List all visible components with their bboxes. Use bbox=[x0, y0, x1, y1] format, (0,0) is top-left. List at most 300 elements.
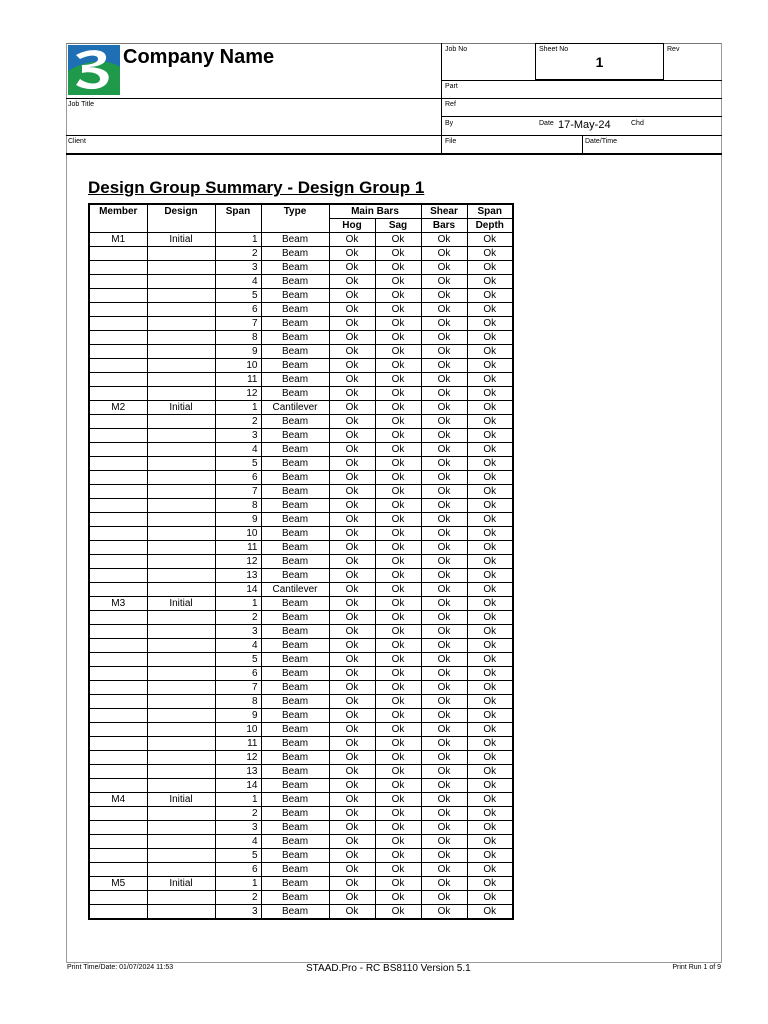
cell-hog: Ok bbox=[329, 555, 375, 569]
cell-member bbox=[89, 905, 147, 920]
cell-sag: Ok bbox=[375, 387, 421, 401]
cell-hog: Ok bbox=[329, 779, 375, 793]
cell-type: Beam bbox=[261, 569, 329, 583]
print-run: Print Run 1 of 9 bbox=[672, 964, 721, 971]
cell-sag: Ok bbox=[375, 345, 421, 359]
cell-hog: Ok bbox=[329, 541, 375, 555]
cell-type: Beam bbox=[261, 429, 329, 443]
cell-sag: Ok bbox=[375, 807, 421, 821]
cell-sag: Ok bbox=[375, 569, 421, 583]
cell-depth: Ok bbox=[467, 723, 513, 737]
cell-depth: Ok bbox=[467, 261, 513, 275]
cell-design bbox=[147, 359, 215, 373]
cell-design bbox=[147, 625, 215, 639]
cell-type: Beam bbox=[261, 541, 329, 555]
cell-type: Beam bbox=[261, 681, 329, 695]
job-no-label: Job No bbox=[445, 46, 468, 53]
cell-span: 6 bbox=[215, 863, 261, 877]
table-row bbox=[89, 457, 513, 471]
cell-shear: Ok bbox=[421, 583, 467, 597]
cell-hog: Ok bbox=[329, 303, 375, 317]
cell-design bbox=[147, 709, 215, 723]
cell-sag: Ok bbox=[375, 527, 421, 541]
cell-hog: Ok bbox=[329, 415, 375, 429]
cell-span: 3 bbox=[215, 821, 261, 835]
cell-member bbox=[89, 331, 147, 345]
cell-type: Beam bbox=[261, 611, 329, 625]
cell-shear: Ok bbox=[421, 681, 467, 695]
cell-type: Beam bbox=[261, 737, 329, 751]
cell-sag: Ok bbox=[375, 275, 421, 289]
cell-member bbox=[89, 275, 147, 289]
cell-type: Beam bbox=[261, 247, 329, 261]
cell-hog: Ok bbox=[329, 317, 375, 331]
cell-depth: Ok bbox=[467, 751, 513, 765]
cell-shear: Ok bbox=[421, 401, 467, 415]
table-row bbox=[89, 303, 513, 317]
cell-member bbox=[89, 541, 147, 555]
cell-sag: Ok bbox=[375, 513, 421, 527]
cell-type: Beam bbox=[261, 345, 329, 359]
cell-hog: Ok bbox=[329, 737, 375, 751]
cell-sag: Ok bbox=[375, 401, 421, 415]
cell-span: 12 bbox=[215, 751, 261, 765]
cell-design bbox=[147, 835, 215, 849]
cell-hog: Ok bbox=[329, 247, 375, 261]
cell-span: 6 bbox=[215, 667, 261, 681]
cell-span: 8 bbox=[215, 695, 261, 709]
cell-span: 7 bbox=[215, 681, 261, 695]
table-row bbox=[89, 891, 513, 905]
cell-shear: Ok bbox=[421, 611, 467, 625]
cell-type: Beam bbox=[261, 359, 329, 373]
cell-shear: Ok bbox=[421, 359, 467, 373]
cell-sag: Ok bbox=[375, 233, 421, 247]
cell-member bbox=[89, 303, 147, 317]
cell-type: Beam bbox=[261, 443, 329, 457]
cell-member bbox=[89, 359, 147, 373]
cell-span: 5 bbox=[215, 653, 261, 667]
cell-hog: Ok bbox=[329, 723, 375, 737]
cell-member bbox=[89, 681, 147, 695]
date-value: 17-May-24 bbox=[558, 119, 611, 131]
table-row bbox=[89, 345, 513, 359]
cell-member bbox=[89, 709, 147, 723]
cell-hog: Ok bbox=[329, 345, 375, 359]
cell-design bbox=[147, 695, 215, 709]
cell-design bbox=[147, 849, 215, 863]
date-label: Date bbox=[539, 120, 554, 127]
table-row bbox=[89, 709, 513, 723]
table-row bbox=[89, 625, 513, 639]
cell-depth: Ok bbox=[467, 555, 513, 569]
cell-sag: Ok bbox=[375, 695, 421, 709]
cell-hog: Ok bbox=[329, 667, 375, 681]
cell-shear: Ok bbox=[421, 863, 467, 877]
cell-hog: Ok bbox=[329, 583, 375, 597]
cell-span: 2 bbox=[215, 415, 261, 429]
cell-sag: Ok bbox=[375, 359, 421, 373]
cell-member bbox=[89, 471, 147, 485]
cell-depth: Ok bbox=[467, 611, 513, 625]
table-row bbox=[89, 779, 513, 793]
table-row bbox=[89, 387, 513, 401]
cell-sag: Ok bbox=[375, 555, 421, 569]
cell-hog: Ok bbox=[329, 793, 375, 807]
table-row bbox=[89, 415, 513, 429]
cell-shear: Ok bbox=[421, 289, 467, 303]
cell-member bbox=[89, 653, 147, 667]
col-header-design: Design bbox=[147, 204, 215, 233]
cell-hog: Ok bbox=[329, 429, 375, 443]
cell-hog: Ok bbox=[329, 597, 375, 611]
cell-hog: Ok bbox=[329, 807, 375, 821]
cell-shear: Ok bbox=[421, 457, 467, 471]
cell-member: M5 bbox=[89, 877, 147, 891]
cell-type: Beam bbox=[261, 639, 329, 653]
cell-depth: Ok bbox=[467, 527, 513, 541]
part-label: Part bbox=[445, 83, 458, 90]
cell-type: Beam bbox=[261, 667, 329, 681]
cell-type: Beam bbox=[261, 485, 329, 499]
cell-shear: Ok bbox=[421, 723, 467, 737]
cell-depth: Ok bbox=[467, 695, 513, 709]
table-row bbox=[89, 611, 513, 625]
cell-depth: Ok bbox=[467, 639, 513, 653]
cell-type: Beam bbox=[261, 877, 329, 891]
table-row bbox=[89, 639, 513, 653]
cell-depth: Ok bbox=[467, 443, 513, 457]
cell-sag: Ok bbox=[375, 849, 421, 863]
cell-member: M3 bbox=[89, 597, 147, 611]
cell-hog: Ok bbox=[329, 289, 375, 303]
cell-shear: Ok bbox=[421, 555, 467, 569]
cell-sag: Ok bbox=[375, 681, 421, 695]
cell-hog: Ok bbox=[329, 527, 375, 541]
table-row bbox=[89, 807, 513, 821]
cell-hog: Ok bbox=[329, 499, 375, 513]
cell-sag: Ok bbox=[375, 765, 421, 779]
cell-sag: Ok bbox=[375, 877, 421, 891]
cell-shear: Ok bbox=[421, 765, 467, 779]
divider bbox=[66, 153, 722, 155]
divider bbox=[441, 116, 722, 117]
cell-hog: Ok bbox=[329, 891, 375, 905]
divider bbox=[66, 98, 722, 99]
cell-shear: Ok bbox=[421, 905, 467, 920]
cell-hog: Ok bbox=[329, 275, 375, 289]
cell-sag: Ok bbox=[375, 597, 421, 611]
cell-design: Initial bbox=[147, 793, 215, 807]
cell-depth: Ok bbox=[467, 233, 513, 247]
cell-member bbox=[89, 807, 147, 821]
cell-type: Beam bbox=[261, 513, 329, 527]
cell-design bbox=[147, 667, 215, 681]
design-summary-table bbox=[88, 203, 514, 920]
table-row bbox=[89, 261, 513, 275]
cell-span: 4 bbox=[215, 639, 261, 653]
cell-depth: Ok bbox=[467, 765, 513, 779]
cell-depth: Ok bbox=[467, 863, 513, 877]
cell-depth: Ok bbox=[467, 779, 513, 793]
table-row bbox=[89, 863, 513, 877]
cell-span: 9 bbox=[215, 513, 261, 527]
cell-type: Beam bbox=[261, 303, 329, 317]
cell-shear: Ok bbox=[421, 513, 467, 527]
cell-type: Beam bbox=[261, 849, 329, 863]
cell-shear: Ok bbox=[421, 639, 467, 653]
cell-design bbox=[147, 415, 215, 429]
cell-span: 2 bbox=[215, 807, 261, 821]
cell-design bbox=[147, 541, 215, 555]
divider bbox=[66, 135, 722, 136]
cell-shear: Ok bbox=[421, 709, 467, 723]
cell-hog: Ok bbox=[329, 653, 375, 667]
cell-design bbox=[147, 765, 215, 779]
cell-member: M4 bbox=[89, 793, 147, 807]
cell-member: M2 bbox=[89, 401, 147, 415]
page-title: Design Group Summary - Design Group 1 bbox=[88, 178, 425, 197]
cell-sag: Ok bbox=[375, 639, 421, 653]
cell-type: Beam bbox=[261, 233, 329, 247]
cell-member bbox=[89, 737, 147, 751]
cell-shear: Ok bbox=[421, 569, 467, 583]
col-header-hog: Hog bbox=[329, 219, 375, 233]
cell-type: Beam bbox=[261, 527, 329, 541]
sheet-no-value: 1 bbox=[595, 54, 604, 70]
table-row bbox=[89, 247, 513, 261]
cell-hog: Ok bbox=[329, 233, 375, 247]
cell-hog: Ok bbox=[329, 443, 375, 457]
cell-type: Beam bbox=[261, 415, 329, 429]
cell-type: Beam bbox=[261, 793, 329, 807]
cell-span: 5 bbox=[215, 457, 261, 471]
table-row bbox=[89, 527, 513, 541]
cell-span: 9 bbox=[215, 345, 261, 359]
cell-sag: Ok bbox=[375, 541, 421, 555]
cell-depth: Ok bbox=[467, 597, 513, 611]
cell-span: 12 bbox=[215, 387, 261, 401]
cell-shear: Ok bbox=[421, 233, 467, 247]
cell-sag: Ok bbox=[375, 289, 421, 303]
cell-sag: Ok bbox=[375, 373, 421, 387]
cell-shear: Ok bbox=[421, 261, 467, 275]
job-title-label: Job Title bbox=[68, 101, 95, 108]
cell-span: 8 bbox=[215, 331, 261, 345]
cell-shear: Ok bbox=[421, 541, 467, 555]
cell-depth: Ok bbox=[467, 289, 513, 303]
table-row bbox=[89, 569, 513, 583]
table-row bbox=[89, 793, 513, 807]
cell-hog: Ok bbox=[329, 261, 375, 275]
table-row bbox=[89, 289, 513, 303]
col-header-span-depth: Span bbox=[467, 204, 513, 219]
cell-shear: Ok bbox=[421, 835, 467, 849]
cell-shear: Ok bbox=[421, 471, 467, 485]
cell-type: Beam bbox=[261, 835, 329, 849]
cell-sag: Ok bbox=[375, 415, 421, 429]
cell-design bbox=[147, 373, 215, 387]
cell-depth: Ok bbox=[467, 793, 513, 807]
cell-design bbox=[147, 681, 215, 695]
cell-type: Beam bbox=[261, 499, 329, 513]
cell-hog: Ok bbox=[329, 765, 375, 779]
cell-design bbox=[147, 737, 215, 751]
cell-shear: Ok bbox=[421, 443, 467, 457]
col-header-main-bars: Main Bars bbox=[329, 204, 421, 219]
cell-depth: Ok bbox=[467, 905, 513, 920]
cell-depth: Ok bbox=[467, 387, 513, 401]
cell-design bbox=[147, 653, 215, 667]
table-row bbox=[89, 513, 513, 527]
cell-design bbox=[147, 345, 215, 359]
cell-hog: Ok bbox=[329, 373, 375, 387]
table-row bbox=[89, 597, 513, 611]
cell-member bbox=[89, 387, 147, 401]
cell-depth: Ok bbox=[467, 485, 513, 499]
cell-hog: Ok bbox=[329, 471, 375, 485]
cell-depth: Ok bbox=[467, 429, 513, 443]
table-row bbox=[89, 653, 513, 667]
col-header-span: Span bbox=[215, 204, 261, 233]
cell-sag: Ok bbox=[375, 751, 421, 765]
cell-hog: Ok bbox=[329, 513, 375, 527]
cell-member bbox=[89, 765, 147, 779]
cell-design bbox=[147, 555, 215, 569]
table-row bbox=[89, 499, 513, 513]
col-header-type: Type bbox=[261, 204, 329, 233]
cell-hog: Ok bbox=[329, 639, 375, 653]
cell-type: Beam bbox=[261, 471, 329, 485]
cell-design bbox=[147, 611, 215, 625]
cell-span: 12 bbox=[215, 555, 261, 569]
cell-sag: Ok bbox=[375, 611, 421, 625]
cell-span: 2 bbox=[215, 891, 261, 905]
cell-member bbox=[89, 835, 147, 849]
cell-member bbox=[89, 443, 147, 457]
cell-span: 8 bbox=[215, 499, 261, 513]
cell-span: 3 bbox=[215, 429, 261, 443]
cell-sag: Ok bbox=[375, 331, 421, 345]
cell-design bbox=[147, 261, 215, 275]
cell-span: 13 bbox=[215, 765, 261, 779]
cell-design bbox=[147, 751, 215, 765]
cell-span: 2 bbox=[215, 611, 261, 625]
cell-span: 1 bbox=[215, 401, 261, 415]
cell-type: Beam bbox=[261, 457, 329, 471]
cell-span: 1 bbox=[215, 877, 261, 891]
cell-design bbox=[147, 583, 215, 597]
cell-depth: Ok bbox=[467, 401, 513, 415]
cell-sag: Ok bbox=[375, 429, 421, 443]
divider bbox=[441, 80, 722, 81]
cell-sag: Ok bbox=[375, 625, 421, 639]
cell-design bbox=[147, 639, 215, 653]
cell-depth: Ok bbox=[467, 681, 513, 695]
cell-member bbox=[89, 485, 147, 499]
cell-shear: Ok bbox=[421, 751, 467, 765]
cell-hog: Ok bbox=[329, 401, 375, 415]
cell-span: 11 bbox=[215, 737, 261, 751]
cell-hog: Ok bbox=[329, 681, 375, 695]
cell-member bbox=[89, 779, 147, 793]
ref-label: Ref bbox=[445, 101, 456, 108]
cell-sag: Ok bbox=[375, 443, 421, 457]
cell-shear: Ok bbox=[421, 373, 467, 387]
cell-span: 2 bbox=[215, 247, 261, 261]
by-label: By bbox=[445, 120, 454, 127]
table-body bbox=[89, 233, 513, 920]
cell-hog: Ok bbox=[329, 359, 375, 373]
cell-span: 3 bbox=[215, 261, 261, 275]
cell-member bbox=[89, 821, 147, 835]
cell-design bbox=[147, 303, 215, 317]
cell-shear: Ok bbox=[421, 891, 467, 905]
col-header-shear-bars: Bars bbox=[421, 219, 467, 233]
cell-design bbox=[147, 247, 215, 261]
cell-hog: Ok bbox=[329, 849, 375, 863]
cell-span: 9 bbox=[215, 709, 261, 723]
cell-shear: Ok bbox=[421, 597, 467, 611]
cell-design: Initial bbox=[147, 877, 215, 891]
cell-design bbox=[147, 569, 215, 583]
cell-type: Beam bbox=[261, 261, 329, 275]
cell-design: Initial bbox=[147, 233, 215, 247]
cell-span: 7 bbox=[215, 317, 261, 331]
cell-sag: Ok bbox=[375, 247, 421, 261]
cell-member bbox=[89, 247, 147, 261]
cell-shear: Ok bbox=[421, 499, 467, 513]
table-row bbox=[89, 751, 513, 765]
cell-member bbox=[89, 457, 147, 471]
cell-design bbox=[147, 331, 215, 345]
table-row bbox=[89, 331, 513, 345]
cell-member bbox=[89, 695, 147, 709]
cell-type: Beam bbox=[261, 695, 329, 709]
cell-type: Beam bbox=[261, 331, 329, 345]
cell-design bbox=[147, 457, 215, 471]
cell-shear: Ok bbox=[421, 317, 467, 331]
cell-sag: Ok bbox=[375, 723, 421, 737]
cell-type: Beam bbox=[261, 891, 329, 905]
cell-depth: Ok bbox=[467, 709, 513, 723]
cell-span: 14 bbox=[215, 779, 261, 793]
cell-member bbox=[89, 569, 147, 583]
cell-member bbox=[89, 555, 147, 569]
cell-type: Beam bbox=[261, 555, 329, 569]
cell-depth: Ok bbox=[467, 541, 513, 555]
cell-member bbox=[89, 415, 147, 429]
cell-type: Beam bbox=[261, 275, 329, 289]
cell-design bbox=[147, 429, 215, 443]
cell-sag: Ok bbox=[375, 835, 421, 849]
cell-hog: Ok bbox=[329, 751, 375, 765]
cell-sag: Ok bbox=[375, 303, 421, 317]
cell-shear: Ok bbox=[421, 779, 467, 793]
cell-type: Beam bbox=[261, 779, 329, 793]
cell-member bbox=[89, 639, 147, 653]
cell-hog: Ok bbox=[329, 457, 375, 471]
cell-span: 4 bbox=[215, 835, 261, 849]
cell-depth: Ok bbox=[467, 247, 513, 261]
sheet-no-label: Sheet No bbox=[539, 46, 569, 53]
cell-span: 10 bbox=[215, 359, 261, 373]
cell-type: Cantilever bbox=[261, 401, 329, 415]
col-header-depth: Depth bbox=[467, 219, 513, 233]
cell-design bbox=[147, 905, 215, 920]
table-row bbox=[89, 373, 513, 387]
table-row bbox=[89, 541, 513, 555]
